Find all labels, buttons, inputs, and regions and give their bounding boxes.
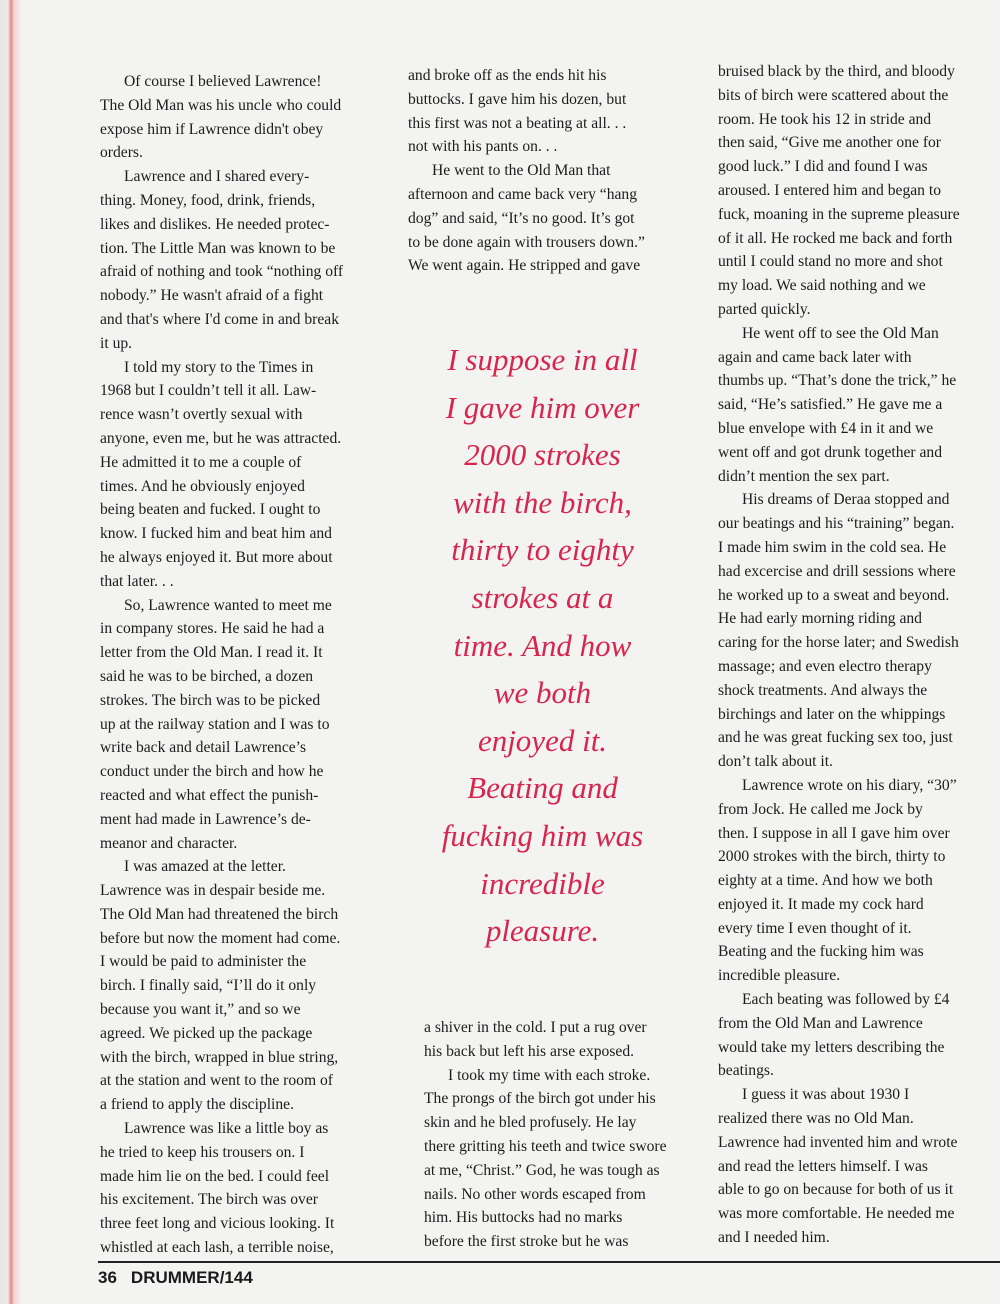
paragraph [718,774,1000,988]
text-line: and that's where I'd come in and break [100,310,340,328]
text-line: anyone, even me, but he was attracted. [100,429,342,447]
text-line: and he was great fucking sex too, just [718,729,953,747]
text-line: because you want it,” and so we [100,1001,301,1019]
text-line: before but now the moment had come. [100,929,341,947]
text-line: strokes. The birch was to be picked [100,691,321,709]
text-line: my load. We said nothing and we [718,277,926,295]
text-line: every time I even thought of it. [718,919,912,937]
text-line: his excitement. The birch was over [100,1191,318,1209]
text-line: being beaten and fucked. I ought to [100,501,321,519]
text-line: there gritting his teeth and twice swore [424,1137,667,1155]
text-line: letter from the Old Man. I read it. It [100,644,323,662]
pull-quote-line: with the birch, [453,484,632,520]
text-line: able to go on because for both of us it [718,1181,954,1199]
paragraph [718,322,1000,489]
paragraph [100,70,390,165]
text-line: before the first stroke but he was [424,1233,629,1251]
text-line: beatings. [718,1062,774,1080]
text-line: good luck.” I did and found I was [718,158,928,176]
text-line: not with his pants on. . . [408,138,558,156]
text-line: from the Old Man and Lawrence [718,1014,923,1032]
text-line: a friend to apply the discipline. [100,1096,295,1114]
text-line: caring for the horse later; and Swedish [718,634,959,652]
page-footer [98,1268,267,1288]
text-line: know. I fucked him and beat him and [100,525,332,543]
text-line: Lawrence and I shared every- [124,168,310,186]
text-line: conduct under the birch and how he [100,763,324,781]
paragraph [718,488,1000,774]
text-line: I was amazed at the letter. [124,858,286,876]
text-line: thing. Money, food, drink, friends, [100,191,316,209]
text-line: He admitted it to me a couple of [100,453,302,471]
text-line: times. And he obviously enjoyed [100,477,305,495]
pull-quote-line: time. And how [453,627,632,663]
text-line: massage; and even electro therapy [718,657,932,675]
text-line: We went again. He stripped and gave [408,257,641,275]
pull-quote-line: incredible [480,865,605,901]
text-line: likes and dislikes. He needed protec- [100,215,330,233]
text-line: this first was not a beating at all. . . [408,114,627,132]
text-line: he worked up to a sweat and beyond. [718,586,950,604]
text-line: with the birch, wrapped in blue string, [100,1048,339,1066]
text-line: blue envelope with £4 in it and we [718,419,934,437]
footer-rule [98,1261,1000,1263]
text-line: a shiver in the cold. I put a rug over [424,1019,647,1036]
text-line: meanor and character. [100,834,238,852]
text-line: write back and detail Lawrence’s [100,739,307,757]
text-line: our beatings and his “training” began. [718,515,955,533]
text-line: afternoon and came back very “hang [408,185,638,203]
text-line: shock treatments. And always the [718,681,928,699]
pull-quote-line: enjoyed it. [477,722,608,758]
paragraph [100,855,390,1117]
paragraph [408,64,693,159]
paragraph [718,60,1000,322]
text-line: I took my time with each stroke. [448,1066,651,1084]
text-line: it up. [100,334,133,352]
pull-quote [400,336,685,955]
text-line: I made him swim in the cold sea. He [718,538,947,556]
paragraph [718,988,1000,1083]
text-line: nails. No other words escaped from [424,1185,646,1203]
text-line: The Old Man had threatened the birch [100,905,339,923]
paragraph [100,165,390,355]
text-line: skin and he bled profusely. He lay [424,1114,637,1132]
text-line: I told my story to the Times in [124,358,314,376]
text-column-2-top [408,64,693,278]
text-line: from Jock. He called me Jock by [718,800,923,818]
text-line: up at the railway station and I was to [100,715,330,733]
text-line: thumbs up. “That’s done the trick,” he [718,372,957,390]
text-line: and broke off as the ends hit his [408,67,607,84]
text-column-3 [718,60,1000,1250]
text-line: tion. The Little Man was known to be [100,239,336,257]
text-line: nobody.” He wasn't afraid of a fight [100,287,324,305]
text-line: Lawrence had invented him and wrote [718,1133,958,1151]
text-line: him. His buttocks had no marks [424,1209,623,1227]
pull-quote-line: fucking him was [441,817,644,853]
text-line: parted quickly. [718,300,811,318]
text-column-2-bottom [424,1016,709,1254]
text-line: of it all. He rocked me back and forth [718,229,953,247]
text-line: incredible pleasure. [718,967,841,985]
text-line: said he was to be birched, a dozen [100,667,314,685]
text-line: 2000 strokes with the birch, thirty to [718,848,946,866]
text-line: eighty at a time. And how we both [718,872,933,890]
page-number: 36 [98,1268,117,1287]
text-line: I guess it was about 1930 I [742,1086,910,1104]
text-line: room. He took his 12 in stride and [718,110,932,128]
paragraph [424,1064,709,1254]
text-line: ment had made in Lawrence’s de- [100,810,311,828]
text-line: So, Lawrence wanted to meet me [124,596,332,614]
text-line: expose him if Lawrence didn't obey [100,120,324,138]
text-line: said, “He’s satisfied.” He gave me a [718,396,943,414]
text-line: Lawrence was in despair beside me. [100,882,326,900]
text-line: had excercise and drill sessions where [718,562,956,580]
pull-quote-line: strokes at a [471,579,614,615]
text-line: He went off to see the Old Man [742,324,939,342]
text-line: Of course I believed Lawrence! [124,73,322,90]
text-line: agreed. We picked up the package [100,1024,313,1042]
text-line: His dreams of Deraa stopped and [742,491,950,509]
text-line: He had early morning riding and [718,610,922,628]
text-line: at the station and went to the room of [100,1072,333,1090]
text-line: again and came back later with [718,348,912,366]
pull-quote-line: we both [493,675,592,711]
pull-quote-line: pleasure. [485,913,600,949]
paragraph [424,1016,709,1064]
text-line: three feet long and vicious looking. It [100,1215,335,1233]
text-line: aroused. I entered him and began to [718,181,941,199]
text-line: didn’t mention the sex part. [718,467,890,485]
text-line: 1968 but I couldn’t tell it all. Law- [100,382,317,400]
text-line: realized there was no Old Man. [718,1110,914,1128]
text-line: in company stores. He said he had a [100,620,325,638]
text-line: at me, “Christ.” God, he was tough as [424,1161,660,1179]
text-line: reacted and what effect the punish- [100,786,319,804]
paragraph [100,1117,390,1260]
text-line: his back but left his arse exposed. [424,1042,635,1060]
text-line: He went to the Old Man that [432,162,611,180]
text-column-1 [100,70,390,1260]
text-line: don’t talk about it. [718,753,833,771]
text-line: made him lie on the bed. I could feel [100,1167,330,1185]
text-line: afraid of nothing and took “nothing off [100,263,344,281]
text-line: fuck, moaning in the supreme pleasure [718,205,960,223]
pull-quote-line: thirty to eighty [451,532,634,568]
pull-quote-line: I gave him over [445,389,640,425]
text-line: that later. . . [100,572,174,590]
text-line: enjoyed it. It made my cock hard [718,895,924,913]
text-line: he tried to keep his trousers on. I [100,1143,305,1161]
text-line: whistled at each lash, a terrible noise, [100,1239,334,1257]
text-line: to be done again with trousers down.” [408,233,645,251]
text-line: was more comfortable. He needed me [718,1205,955,1223]
text-line: dog” and said, “It’s no good. It’s got [408,209,635,227]
text-line: I would be paid to administer the [100,953,307,971]
text-line: Lawrence wrote on his diary, “30” [742,776,957,794]
paragraph [100,356,390,594]
text-line: and read the letters himself. I was [718,1157,929,1175]
text-line: bruised black by the third, and bloody [718,63,955,80]
pull-quote-line: Beating and [467,770,618,806]
page-edge [0,0,24,1304]
text-line: then. I suppose in all I gave him over [718,824,950,842]
text-line: buttocks. I gave him his dozen, but [408,90,627,108]
text-line: until I could stand no more and shot [718,253,943,271]
text-line: Each beating was followed by £4 [742,991,950,1009]
text-line: bits of birch were scattered about the [718,86,949,104]
text-line: then said, “Give me another one for [718,134,941,152]
text-line: Lawrence was like a little boy as [124,1120,329,1138]
text-line: went off and got drunk together and [718,443,943,461]
paragraph [100,594,390,856]
text-line: birchings and later on the whippings [718,705,946,723]
text-line: The Old Man was his uncle who could [100,96,342,114]
publication-name: DRUMMER/144 [130,1268,253,1287]
paragraph [718,1083,1000,1250]
text-line: The prongs of the birch got under his [424,1090,656,1108]
text-line: birch. I finally said, “I’ll do it only [100,977,317,995]
paragraph [408,159,693,278]
text-line: would take my letters describing the [718,1038,945,1056]
text-line: and I needed him. [718,1229,830,1247]
text-line: he always enjoyed it. But more about [100,548,333,566]
text-line: Beating and the fucking him was [718,943,924,961]
pull-quote-line: 2000 strokes [464,437,621,473]
text-line: orders. [100,144,143,162]
pull-quote-line: I suppose in all [447,342,638,377]
text-line: rence wasn’t overtly sexual with [100,406,303,424]
